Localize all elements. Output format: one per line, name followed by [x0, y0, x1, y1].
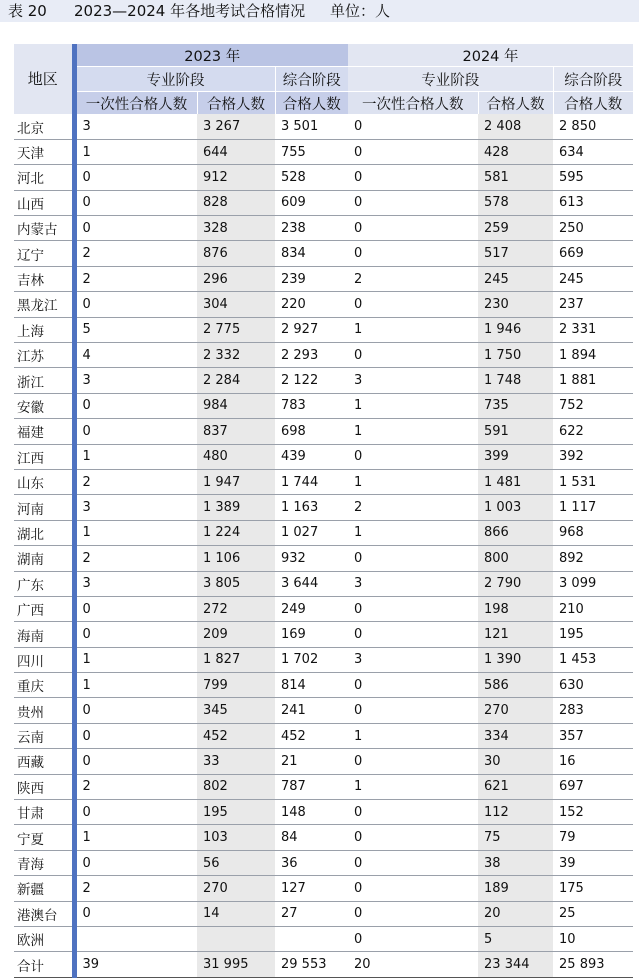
- table-row: [14, 723, 633, 748]
- pro-pass-2024-cell: 121: [478, 622, 553, 647]
- table-row: [14, 216, 633, 241]
- pro-pass-2024-cell: 112: [478, 800, 553, 825]
- pro-pass-2024-cell: 334: [478, 723, 553, 748]
- region-cell: 湖北: [14, 520, 74, 545]
- region-cell: 陕西: [14, 774, 74, 799]
- table-caption: [0, 0, 639, 22]
- first-time-pass-2024-cell: 0: [348, 139, 478, 164]
- region-cell: 河北: [14, 165, 74, 190]
- region-cell: 福建: [14, 419, 74, 444]
- table-row: [14, 825, 633, 850]
- first-time-pass-2023-cell: 2: [74, 876, 197, 901]
- header-2024-pro-pass: 合格人数: [478, 92, 553, 115]
- comp-pass-2024-cell: 1 453: [553, 647, 633, 672]
- table-number: 表 20: [8, 2, 47, 20]
- comp-pass-2024-cell: 1 881: [553, 368, 633, 393]
- header-year-2023: 2023 年: [74, 44, 348, 67]
- table-row: [14, 343, 633, 368]
- comp-pass-2023-cell: 148: [275, 800, 348, 825]
- pro-pass-2023-cell: 912: [197, 165, 275, 190]
- region-cell: 北京: [14, 114, 74, 139]
- first-time-pass-2023-cell: 2: [74, 546, 197, 571]
- comp-pass-2023-cell: 21: [275, 749, 348, 774]
- comp-pass-2023-cell: 1 702: [275, 647, 348, 672]
- region-cell: 四川: [14, 647, 74, 672]
- first-time-pass-2024-cell: 0: [348, 190, 478, 215]
- table-row: [14, 927, 633, 952]
- comp-pass-2024-cell: 1 117: [553, 495, 633, 520]
- first-time-pass-2023-cell: 2: [74, 469, 197, 494]
- comp-pass-2024-cell: 595: [553, 165, 633, 190]
- first-time-pass-2024-cell: 1: [348, 317, 478, 342]
- first-time-pass-2023-cell: 0: [74, 190, 197, 215]
- first-time-pass-2024-cell: 0: [348, 165, 478, 190]
- pro-pass-2024-cell: 578: [478, 190, 553, 215]
- comp-pass-2023-cell: 1 163: [275, 495, 348, 520]
- first-time-pass-2024-cell: 0: [348, 622, 478, 647]
- region-cell: 湖南: [14, 546, 74, 571]
- pro-pass-2024-cell: 245: [478, 266, 553, 291]
- comp-pass-2024-cell: 195: [553, 622, 633, 647]
- comp-pass-2024-cell: 10: [553, 927, 633, 952]
- region-cell: 广东: [14, 571, 74, 596]
- header-2023-pro-pass: 合格人数: [197, 92, 275, 115]
- first-time-pass-2023-cell: 1: [74, 444, 197, 469]
- first-time-pass-2023-cell: 3: [74, 114, 197, 139]
- first-time-pass-2023-cell: 0: [74, 850, 197, 875]
- first-time-pass-2023-cell: 3: [74, 571, 197, 596]
- region-cell: 安徽: [14, 393, 74, 418]
- first-time-pass-2023-cell: 0: [74, 393, 197, 418]
- first-time-pass-2023-cell: 0: [74, 216, 197, 241]
- first-time-pass-2023-cell: 39: [74, 952, 197, 977]
- table-header: [14, 44, 633, 114]
- comp-pass-2023-cell: 2 927: [275, 317, 348, 342]
- region-cell: 欧洲: [14, 927, 74, 952]
- pro-pass-2023-cell: 837: [197, 419, 275, 444]
- first-time-pass-2024-cell: 3: [348, 647, 478, 672]
- region-cell: 江苏: [14, 343, 74, 368]
- comp-pass-2023-cell: 698: [275, 419, 348, 444]
- table-row: [14, 393, 633, 418]
- comp-pass-2024-cell: 622: [553, 419, 633, 444]
- table-title: 2023—2024 年各地考试合格情况: [74, 2, 306, 20]
- pro-pass-2024-cell: 30: [478, 749, 553, 774]
- pro-pass-2023-cell: 480: [197, 444, 275, 469]
- pro-pass-2023-cell: 1 389: [197, 495, 275, 520]
- pro-pass-2023-cell: 304: [197, 292, 275, 317]
- table-row: [14, 444, 633, 469]
- first-time-pass-2023-cell: 3: [74, 368, 197, 393]
- first-time-pass-2024-cell: 2: [348, 266, 478, 291]
- first-time-pass-2023-cell: 1: [74, 647, 197, 672]
- first-time-pass-2024-cell: 0: [348, 927, 478, 952]
- region-cell: 重庆: [14, 673, 74, 698]
- pro-pass-2023-cell: 33: [197, 749, 275, 774]
- pro-pass-2024-cell: 2 790: [478, 571, 553, 596]
- pro-pass-2024-cell: 591: [478, 419, 553, 444]
- comp-pass-2023-cell: 1 744: [275, 469, 348, 494]
- pro-pass-2024-cell: 5: [478, 927, 553, 952]
- header-2023-comp-pass: 合格人数: [275, 92, 348, 115]
- region-cell: 贵州: [14, 698, 74, 723]
- table-row: [14, 546, 633, 571]
- first-time-pass-2023-cell: 5: [74, 317, 197, 342]
- region-cell: 宁夏: [14, 825, 74, 850]
- region-cell: 天津: [14, 139, 74, 164]
- comp-pass-2023-cell: 36: [275, 850, 348, 875]
- first-time-pass-2023-cell: 3: [74, 495, 197, 520]
- pro-pass-2024-cell: 1 481: [478, 469, 553, 494]
- first-time-pass-2023-cell: 1: [74, 825, 197, 850]
- header-2024-comp-pass: 合格人数: [553, 92, 633, 115]
- comp-pass-2023-cell: 220: [275, 292, 348, 317]
- first-time-pass-2024-cell: 1: [348, 469, 478, 494]
- comp-pass-2023-cell: 29 553: [275, 952, 348, 977]
- pro-pass-2024-cell: 586: [478, 673, 553, 698]
- comp-pass-2024-cell: 892: [553, 546, 633, 571]
- header-2024-first-time-pass: 一次性合格人数: [348, 92, 478, 115]
- comp-pass-2024-cell: 669: [553, 241, 633, 266]
- comp-pass-2023-cell: 249: [275, 596, 348, 621]
- unit-label: 单位：人: [330, 2, 391, 20]
- comp-pass-2024-cell: 210: [553, 596, 633, 621]
- first-time-pass-2024-cell: 2: [348, 495, 478, 520]
- comp-pass-2023-cell: 528: [275, 165, 348, 190]
- table-row: [14, 139, 633, 164]
- table-row: [14, 596, 633, 621]
- region-cell: 浙江: [14, 368, 74, 393]
- comp-pass-2024-cell: 237: [553, 292, 633, 317]
- pro-pass-2023-cell: 272: [197, 596, 275, 621]
- pro-pass-2023-cell: 1 224: [197, 520, 275, 545]
- region-cell: 内蒙古: [14, 216, 74, 241]
- comp-pass-2024-cell: 968: [553, 520, 633, 545]
- pro-pass-2023-cell: 31 995: [197, 952, 275, 977]
- table-row: [14, 876, 633, 901]
- pro-pass-2023-cell: 56: [197, 850, 275, 875]
- pro-pass-2024-cell: 75: [478, 825, 553, 850]
- header-year-2024: 2024 年: [348, 44, 633, 67]
- table-row: [14, 190, 633, 215]
- pro-pass-2024-cell: 2 408: [478, 114, 553, 139]
- comp-pass-2023-cell: 439: [275, 444, 348, 469]
- region-cell: 上海: [14, 317, 74, 342]
- first-time-pass-2023-cell: [74, 927, 197, 952]
- comp-pass-2023-cell: 3 501: [275, 114, 348, 139]
- first-time-pass-2024-cell: 0: [348, 749, 478, 774]
- comp-pass-2023-cell: 2 293: [275, 343, 348, 368]
- region-cell: 江西: [14, 444, 74, 469]
- region-cell: 青海: [14, 850, 74, 875]
- pro-pass-2023-cell: 984: [197, 393, 275, 418]
- pro-pass-2024-cell: 230: [478, 292, 553, 317]
- table-row: [14, 901, 633, 926]
- pro-pass-2024-cell: 23 344: [478, 952, 553, 977]
- pro-pass-2023-cell: 2 284: [197, 368, 275, 393]
- first-time-pass-2023-cell: 2: [74, 266, 197, 291]
- pro-pass-2023-cell: 799: [197, 673, 275, 698]
- first-time-pass-2024-cell: 0: [348, 698, 478, 723]
- comp-pass-2024-cell: 752: [553, 393, 633, 418]
- comp-pass-2024-cell: 1 531: [553, 469, 633, 494]
- pro-pass-2024-cell: 259: [478, 216, 553, 241]
- table-row: [14, 266, 633, 291]
- first-time-pass-2024-cell: 0: [348, 292, 478, 317]
- region-cell: 辽宁: [14, 241, 74, 266]
- first-time-pass-2024-cell: 0: [348, 444, 478, 469]
- table-row: [14, 850, 633, 875]
- first-time-pass-2023-cell: 0: [74, 800, 197, 825]
- first-time-pass-2024-cell: 3: [348, 571, 478, 596]
- pro-pass-2023-cell: 345: [197, 698, 275, 723]
- pro-pass-2024-cell: 1 750: [478, 343, 553, 368]
- pro-pass-2023-cell: 828: [197, 190, 275, 215]
- first-time-pass-2023-cell: 0: [74, 622, 197, 647]
- table-row: [14, 571, 633, 596]
- pro-pass-2024-cell: 1 390: [478, 647, 553, 672]
- first-time-pass-2023-cell: 0: [74, 901, 197, 926]
- pro-pass-2023-cell: 1 106: [197, 546, 275, 571]
- pro-pass-2024-cell: 428: [478, 139, 553, 164]
- first-time-pass-2023-cell: 0: [74, 698, 197, 723]
- first-time-pass-2023-cell: 1: [74, 520, 197, 545]
- comp-pass-2024-cell: 39: [553, 850, 633, 875]
- pro-pass-2023-cell: 802: [197, 774, 275, 799]
- region-cell: 甘肃: [14, 800, 74, 825]
- region-cell: 海南: [14, 622, 74, 647]
- pro-pass-2023-cell: 3 267: [197, 114, 275, 139]
- pro-pass-2024-cell: 517: [478, 241, 553, 266]
- comp-pass-2024-cell: 79: [553, 825, 633, 850]
- comp-pass-2023-cell: 787: [275, 774, 348, 799]
- first-time-pass-2024-cell: 0: [348, 114, 478, 139]
- region-cell: 港澳台: [14, 901, 74, 926]
- first-time-pass-2024-cell: 0: [348, 673, 478, 698]
- comp-pass-2024-cell: 1 894: [553, 343, 633, 368]
- header-2023-professional: 专业阶段: [74, 67, 275, 92]
- pro-pass-2023-cell: 2 775: [197, 317, 275, 342]
- comp-pass-2023-cell: 239: [275, 266, 348, 291]
- pro-pass-2023-cell: 14: [197, 901, 275, 926]
- comp-pass-2023-cell: 27: [275, 901, 348, 926]
- pro-pass-2024-cell: 399: [478, 444, 553, 469]
- comp-pass-2023-cell: 2 122: [275, 368, 348, 393]
- pro-pass-2024-cell: 189: [478, 876, 553, 901]
- comp-pass-2023-cell: 609: [275, 190, 348, 215]
- comp-pass-2024-cell: 634: [553, 139, 633, 164]
- comp-pass-2023-cell: 783: [275, 393, 348, 418]
- pro-pass-2023-cell: 644: [197, 139, 275, 164]
- first-time-pass-2023-cell: 0: [74, 292, 197, 317]
- table-row: [14, 469, 633, 494]
- first-time-pass-2024-cell: 1: [348, 723, 478, 748]
- pro-pass-2024-cell: 621: [478, 774, 553, 799]
- comp-pass-2024-cell: 175: [553, 876, 633, 901]
- pro-pass-2023-cell: 876: [197, 241, 275, 266]
- table-row: [14, 952, 633, 977]
- comp-pass-2024-cell: 2 331: [553, 317, 633, 342]
- comp-pass-2024-cell: 630: [553, 673, 633, 698]
- region-cell: 合计: [14, 952, 74, 977]
- pro-pass-2024-cell: 866: [478, 520, 553, 545]
- first-time-pass-2024-cell: 0: [348, 343, 478, 368]
- comp-pass-2023-cell: 238: [275, 216, 348, 241]
- first-time-pass-2024-cell: 0: [348, 901, 478, 926]
- comp-pass-2024-cell: 283: [553, 698, 633, 723]
- pro-pass-2023-cell: 1 827: [197, 647, 275, 672]
- first-time-pass-2023-cell: 1: [74, 139, 197, 164]
- pro-pass-2024-cell: 270: [478, 698, 553, 723]
- comp-pass-2023-cell: 241: [275, 698, 348, 723]
- region-cell: 广西: [14, 596, 74, 621]
- first-time-pass-2023-cell: 0: [74, 723, 197, 748]
- pro-pass-2023-cell: 270: [197, 876, 275, 901]
- pro-pass-2023-cell: 328: [197, 216, 275, 241]
- table-row: [14, 622, 633, 647]
- header-2024-comprehensive: 综合阶段: [553, 67, 633, 92]
- pro-pass-2023-cell: 452: [197, 723, 275, 748]
- region-cell: 吉林: [14, 266, 74, 291]
- pro-pass-2024-cell: 581: [478, 165, 553, 190]
- table-row: [14, 800, 633, 825]
- comp-pass-2023-cell: 452: [275, 723, 348, 748]
- comp-pass-2023-cell: 834: [275, 241, 348, 266]
- table-body: [14, 114, 633, 977]
- comp-pass-2023-cell: [275, 927, 348, 952]
- region-cell: 新疆: [14, 876, 74, 901]
- pro-pass-2024-cell: 1 748: [478, 368, 553, 393]
- pro-pass-2023-cell: 209: [197, 622, 275, 647]
- comp-pass-2024-cell: 245: [553, 266, 633, 291]
- pro-pass-2024-cell: 198: [478, 596, 553, 621]
- pro-pass-2023-cell: 3 805: [197, 571, 275, 596]
- first-time-pass-2024-cell: 1: [348, 393, 478, 418]
- first-time-pass-2023-cell: 0: [74, 165, 197, 190]
- first-time-pass-2024-cell: 0: [348, 596, 478, 621]
- table-row: [14, 774, 633, 799]
- pro-pass-2023-cell: 296: [197, 266, 275, 291]
- table-row: [14, 165, 633, 190]
- first-time-pass-2024-cell: 0: [348, 216, 478, 241]
- pro-pass-2024-cell: 735: [478, 393, 553, 418]
- table-row: [14, 368, 633, 393]
- comp-pass-2024-cell: 392: [553, 444, 633, 469]
- first-time-pass-2023-cell: 0: [74, 749, 197, 774]
- region-cell: 山东: [14, 469, 74, 494]
- first-time-pass-2024-cell: 0: [348, 876, 478, 901]
- first-time-pass-2024-cell: 20: [348, 952, 478, 977]
- region-cell: 山西: [14, 190, 74, 215]
- table-row: [14, 292, 633, 317]
- first-time-pass-2024-cell: 0: [348, 825, 478, 850]
- first-time-pass-2023-cell: 0: [74, 596, 197, 621]
- first-time-pass-2023-cell: 1: [74, 673, 197, 698]
- pro-pass-2024-cell: 1 946: [478, 317, 553, 342]
- header-region: 地区: [14, 44, 74, 114]
- first-time-pass-2023-cell: 4: [74, 343, 197, 368]
- region-cell: 河南: [14, 495, 74, 520]
- comp-pass-2023-cell: 3 644: [275, 571, 348, 596]
- first-time-pass-2024-cell: 0: [348, 800, 478, 825]
- comp-pass-2024-cell: 2 850: [553, 114, 633, 139]
- comp-pass-2024-cell: 25 893: [553, 952, 633, 977]
- comp-pass-2023-cell: 84: [275, 825, 348, 850]
- comp-pass-2024-cell: 16: [553, 749, 633, 774]
- first-time-pass-2024-cell: 1: [348, 774, 478, 799]
- table-row: [14, 698, 633, 723]
- header-2024-professional: 专业阶段: [348, 67, 553, 92]
- comp-pass-2024-cell: 697: [553, 774, 633, 799]
- first-time-pass-2023-cell: 0: [74, 419, 197, 444]
- header-2023-first-time-pass: 一次性合格人数: [74, 92, 197, 115]
- first-time-pass-2024-cell: 0: [348, 850, 478, 875]
- table-row: [14, 241, 633, 266]
- comp-pass-2023-cell: 127: [275, 876, 348, 901]
- comp-pass-2024-cell: 3 099: [553, 571, 633, 596]
- first-time-pass-2024-cell: 0: [348, 241, 478, 266]
- pro-pass-2023-cell: 103: [197, 825, 275, 850]
- comp-pass-2023-cell: 169: [275, 622, 348, 647]
- comp-pass-2023-cell: 932: [275, 546, 348, 571]
- comp-pass-2024-cell: 152: [553, 800, 633, 825]
- first-time-pass-2023-cell: 2: [74, 241, 197, 266]
- comp-pass-2024-cell: 613: [553, 190, 633, 215]
- comp-pass-2024-cell: 357: [553, 723, 633, 748]
- table-row: [14, 317, 633, 342]
- table-row: [14, 495, 633, 520]
- table-row: [14, 419, 633, 444]
- table-row: [14, 114, 633, 139]
- first-time-pass-2024-cell: 1: [348, 520, 478, 545]
- comp-pass-2023-cell: 814: [275, 673, 348, 698]
- comp-pass-2023-cell: 755: [275, 139, 348, 164]
- first-time-pass-2024-cell: 0: [348, 546, 478, 571]
- pro-pass-2023-cell: [197, 927, 275, 952]
- header-2023-comprehensive: 综合阶段: [275, 67, 348, 92]
- region-cell: 云南: [14, 723, 74, 748]
- pro-pass-2024-cell: 800: [478, 546, 553, 571]
- pro-pass-2023-cell: 1 947: [197, 469, 275, 494]
- pro-pass-2023-cell: 195: [197, 800, 275, 825]
- table-row: [14, 520, 633, 545]
- table-row: [14, 673, 633, 698]
- pro-pass-2024-cell: 38: [478, 850, 553, 875]
- region-cell: 黑龙江: [14, 292, 74, 317]
- comp-pass-2024-cell: 25: [553, 901, 633, 926]
- comp-pass-2024-cell: 250: [553, 216, 633, 241]
- pro-pass-2024-cell: 20: [478, 901, 553, 926]
- pro-pass-2024-cell: 1 003: [478, 495, 553, 520]
- comp-pass-2023-cell: 1 027: [275, 520, 348, 545]
- pass-statistics-table: [14, 44, 633, 978]
- first-time-pass-2024-cell: 1: [348, 419, 478, 444]
- table-row: [14, 749, 633, 774]
- first-time-pass-2024-cell: 3: [348, 368, 478, 393]
- region-cell: 西藏: [14, 749, 74, 774]
- pro-pass-2023-cell: 2 332: [197, 343, 275, 368]
- table-row: [14, 647, 633, 672]
- first-time-pass-2023-cell: 2: [74, 774, 197, 799]
